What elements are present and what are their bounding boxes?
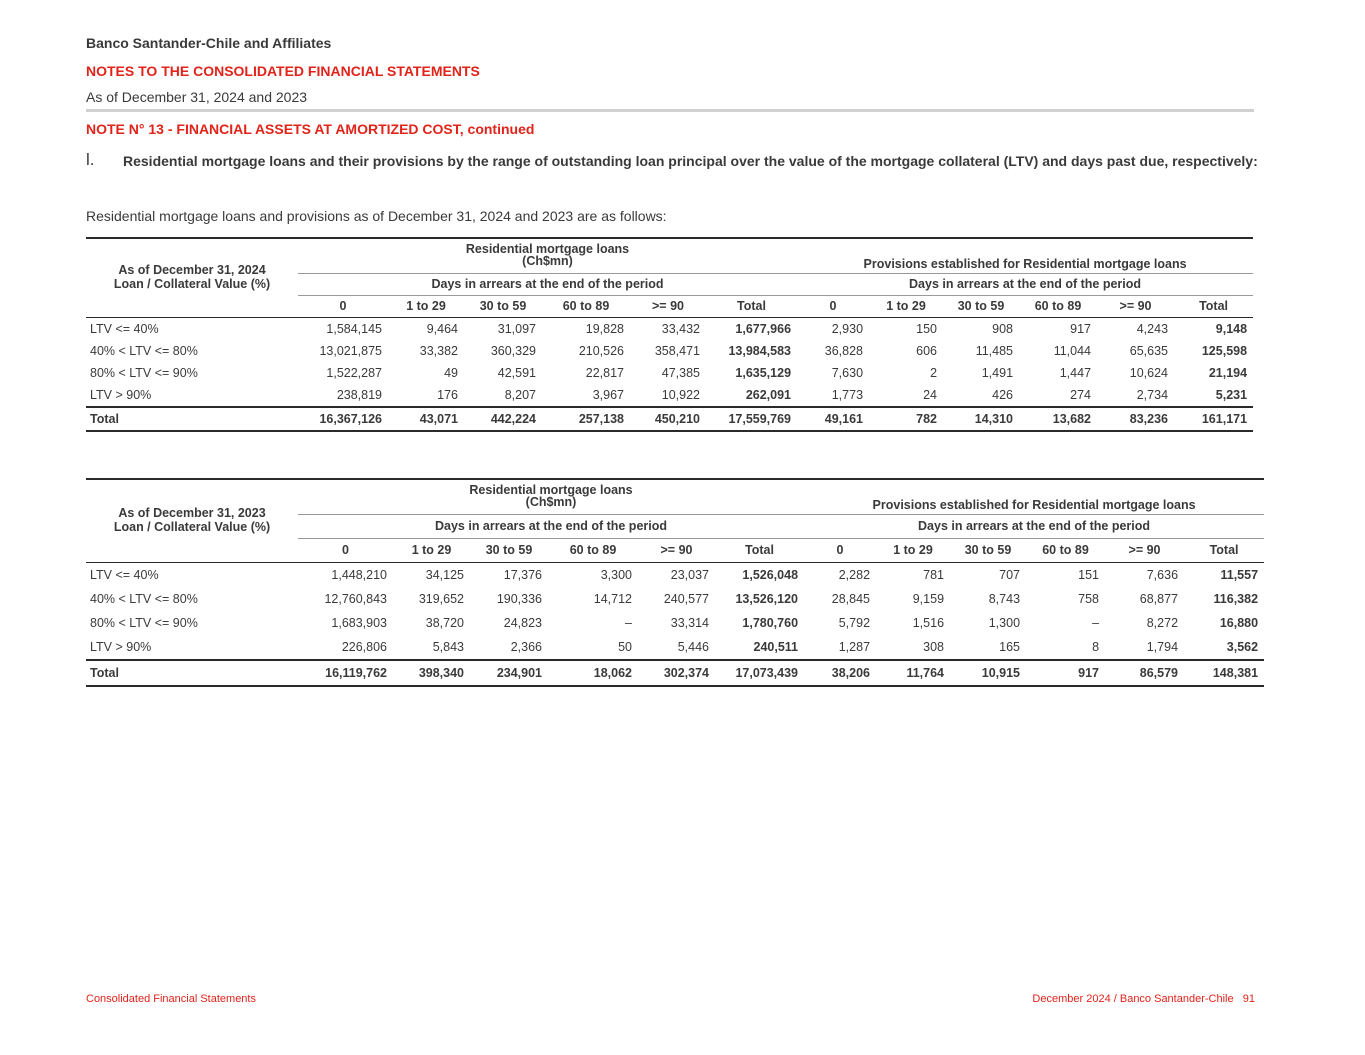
table-cell: 1,584,145 xyxy=(326,321,382,336)
table-cell: 10,922 xyxy=(661,387,700,402)
table-cell: 9,148 xyxy=(1215,321,1248,336)
table-cell: 151 xyxy=(1078,567,1100,582)
row-label: 80% < LTV <= 90% xyxy=(90,365,198,380)
table-cell: 360,329 xyxy=(490,343,536,358)
table-cell: 8 xyxy=(1092,639,1100,654)
table-cell: 49,161 xyxy=(797,407,869,431)
ltv-table-2024 xyxy=(86,237,1253,432)
table-cell: – xyxy=(625,615,632,630)
table-cell: 34,125 xyxy=(425,567,464,582)
table-cell: 257,138 xyxy=(542,407,630,431)
column-header: Total xyxy=(1184,538,1264,562)
column-header: 60 to 89 xyxy=(548,538,638,562)
row-label: Total xyxy=(86,660,298,686)
intro-paragraph: Residential mortgage loans and provisions as of December 31, 2024 and 2023 are as follows: xyxy=(86,208,667,224)
ltv-table-2023 xyxy=(86,478,1264,687)
column-header: >= 90 xyxy=(1105,538,1184,562)
table-cell: 1,300 xyxy=(988,615,1021,630)
table-cell: 11,044 xyxy=(1053,343,1092,358)
table-cell: 83,236 xyxy=(1097,407,1174,431)
table-cell: 5,792 xyxy=(838,615,871,630)
table-cell: 12,760,843 xyxy=(324,591,387,606)
table-cell: 274 xyxy=(1070,387,1092,402)
header-divider xyxy=(86,109,1254,112)
table-cell: 17,376 xyxy=(503,567,542,582)
table-cell: 150 xyxy=(916,321,938,336)
column-header: >= 90 xyxy=(630,295,706,317)
table-cell: 234,901 xyxy=(470,660,548,686)
table-cell: 358,471 xyxy=(654,343,700,358)
table-cell: 42,591 xyxy=(497,365,536,380)
table-cell: 31,097 xyxy=(497,321,536,336)
table-cell: 190,336 xyxy=(496,591,542,606)
table-row xyxy=(86,384,1253,407)
table-cell: 38,720 xyxy=(425,615,464,630)
table-cell: 908 xyxy=(992,321,1014,336)
column-header: 1 to 29 xyxy=(869,295,943,317)
table-cell: 4,243 xyxy=(1136,321,1169,336)
table-cell: 165 xyxy=(999,639,1021,654)
table-cell: 16,119,762 xyxy=(298,660,393,686)
table-cell: 1,677,966 xyxy=(735,321,792,336)
column-header: 30 to 59 xyxy=(470,538,548,562)
column-header: >= 90 xyxy=(1097,295,1174,317)
column-header: 0 xyxy=(797,295,869,317)
table-cell: 9,159 xyxy=(912,591,945,606)
table-cell: 47,385 xyxy=(661,365,700,380)
table-cell: 68,877 xyxy=(1139,591,1179,606)
table-cell: – xyxy=(1092,615,1100,630)
table-cell: 450,210 xyxy=(630,407,706,431)
section-marker: l. xyxy=(86,150,95,169)
table-cell: 781 xyxy=(923,567,945,582)
table-cell: 13,526,120 xyxy=(735,591,799,606)
table-cell: 11,764 xyxy=(876,660,950,686)
column-header: 1 to 29 xyxy=(876,538,950,562)
table-row xyxy=(86,587,1264,611)
table-cell: 49 xyxy=(444,365,458,380)
table-cell: 43,071 xyxy=(388,407,464,431)
table-cell: 23,037 xyxy=(670,567,709,582)
days-arrears-header-provisions: Days in arrears at the end of the period xyxy=(918,519,1151,533)
column-header: Total xyxy=(1174,295,1253,317)
table-cell: 3,967 xyxy=(592,387,624,402)
table-cell: 1,491 xyxy=(981,365,1014,380)
table-row xyxy=(86,635,1264,660)
table-cell: 240,511 xyxy=(753,639,799,654)
section-heading: Residential mortgage loans and their provisions by the range of outstanding loan principal over the value of the mortgage collateral (LTV) and days past due, respectively: xyxy=(123,153,1258,169)
table-cell: 5,231 xyxy=(1215,387,1248,402)
table-cell: 2,366 xyxy=(510,639,542,654)
table-cell: 176 xyxy=(437,387,458,402)
table-cell: 36,828 xyxy=(824,343,864,358)
table-cell: 1,773 xyxy=(831,387,864,402)
table-cell: 10,624 xyxy=(1129,365,1169,380)
table-cell: 17,559,769 xyxy=(706,407,797,431)
days-arrears-header-provisions: Days in arrears at the end of the period xyxy=(909,277,1142,291)
table-cell: 14,712 xyxy=(593,591,632,606)
table-cell: 125,598 xyxy=(1201,343,1248,358)
table-cell: 10,915 xyxy=(950,660,1026,686)
column-header: >= 90 xyxy=(638,538,715,562)
table-row xyxy=(86,340,1253,362)
row-header: As of December 31, 2023 Loan / Collateral Value (%) xyxy=(86,479,298,538)
table-row xyxy=(86,611,1264,635)
row-label: 80% < LTV <= 90% xyxy=(90,615,198,630)
table-cell: 1,780,760 xyxy=(742,615,799,630)
row-label: 40% < LTV <= 80% xyxy=(90,343,198,358)
total-row xyxy=(86,660,1264,686)
table-cell: 65,635 xyxy=(1129,343,1169,358)
table-cell: 240,577 xyxy=(663,591,709,606)
table-cell: 14,310 xyxy=(943,407,1019,431)
table-cell: 758 xyxy=(1078,591,1100,606)
table-cell: 606 xyxy=(916,343,938,358)
table-cell: 1,635,129 xyxy=(735,365,792,380)
column-header: 1 to 29 xyxy=(388,295,464,317)
table-cell: 5,843 xyxy=(432,639,464,654)
row-label: Total xyxy=(86,407,298,431)
table-cell: 308 xyxy=(923,639,945,654)
table-cell: 17,073,439 xyxy=(715,660,804,686)
column-header: Total xyxy=(706,295,797,317)
table-cell: 16,880 xyxy=(1219,615,1259,630)
row-label: LTV > 90% xyxy=(90,387,152,402)
row-label: LTV <= 40% xyxy=(90,567,159,582)
table-cell: 8,272 xyxy=(1146,615,1179,630)
table-cell: 319,652 xyxy=(418,591,464,606)
column-header: 30 to 59 xyxy=(943,295,1019,317)
table-cell: 426 xyxy=(992,387,1014,402)
column-header: 30 to 59 xyxy=(464,295,542,317)
table-cell: 21,194 xyxy=(1208,365,1248,380)
table-cell: 917 xyxy=(1026,660,1105,686)
table-cell: 24,823 xyxy=(503,615,542,630)
blank-header-cell xyxy=(86,538,298,562)
table-cell: 1,516 xyxy=(912,615,945,630)
table-cell: 161,171 xyxy=(1174,407,1253,431)
company-name: Banco Santander-Chile and Affiliates xyxy=(86,35,332,51)
column-header: Total xyxy=(715,538,804,562)
table-cell: 11,485 xyxy=(975,343,1014,358)
report-date: As of December 31, 2024 and 2023 xyxy=(86,89,308,105)
table-cell: 442,224 xyxy=(464,407,542,431)
table-cell: 16,367,126 xyxy=(298,407,388,431)
column-header: 0 xyxy=(298,295,388,317)
column-header: 60 to 89 xyxy=(1026,538,1105,562)
column-header: 30 to 59 xyxy=(950,538,1026,562)
row-label: 40% < LTV <= 80% xyxy=(90,591,198,606)
table-cell: 1,526,048 xyxy=(742,567,799,582)
table-cell: 398,340 xyxy=(393,660,470,686)
table-cell: 148,381 xyxy=(1184,660,1264,686)
row-label: LTV <= 40% xyxy=(90,321,159,336)
table-row xyxy=(86,562,1264,587)
table-cell: 1,794 xyxy=(1146,639,1179,654)
provisions-group-header: Provisions established for Residential mortgage loans xyxy=(797,238,1253,273)
notes-title: NOTES TO THE CONSOLIDATED FINANCIAL STATEMENTS xyxy=(86,63,480,79)
table-cell: 1,522,287 xyxy=(326,365,382,380)
table-cell: 707 xyxy=(999,567,1021,582)
provisions-group-header: Provisions established for Residential mortgage loans xyxy=(804,479,1264,514)
days-arrears-header-loans: Days in arrears at the end of the period xyxy=(435,519,668,533)
note-title: NOTE N° 13 - FINANCIAL ASSETS AT AMORTIZED COST, continued xyxy=(86,121,535,137)
table-cell: 50 xyxy=(618,639,632,654)
loans-group-header: Residential mortgage loans (Ch$mn) xyxy=(298,238,797,273)
table-cell: 33,432 xyxy=(661,321,700,336)
table-cell: 1,447 xyxy=(1059,365,1092,380)
table-row xyxy=(86,362,1253,384)
table-cell: 3,300 xyxy=(600,567,632,582)
table-cell: 86,579 xyxy=(1105,660,1184,686)
column-header: 1 to 29 xyxy=(393,538,470,562)
table-cell: 33,382 xyxy=(419,343,458,358)
table-cell: 782 xyxy=(869,407,943,431)
column-header: 60 to 89 xyxy=(542,295,630,317)
table-cell: 1,683,903 xyxy=(331,615,387,630)
table-cell: 262,091 xyxy=(745,387,792,402)
footer-document-title: Consolidated Financial Statements xyxy=(86,993,256,1005)
footer-page-info: December 2024 / Banco Santander-Chile 91 xyxy=(1032,993,1255,1005)
column-header: 60 to 89 xyxy=(1019,295,1097,317)
table-cell: 13,984,583 xyxy=(728,343,792,358)
table-cell: 238,819 xyxy=(336,387,382,402)
table-cell: 13,021,875 xyxy=(319,343,382,358)
loans-group-header: Residential mortgage loans (Ch$mn) xyxy=(298,479,804,514)
table-cell: 19,828 xyxy=(585,321,624,336)
table-cell: 8,207 xyxy=(504,387,536,402)
table-cell: 22,817 xyxy=(585,365,624,380)
table-cell: 24 xyxy=(923,387,938,402)
table-cell: 1,287 xyxy=(838,639,871,654)
table-cell: 302,374 xyxy=(638,660,715,686)
table-cell: 38,206 xyxy=(804,660,876,686)
table-cell: 210,526 xyxy=(578,343,624,358)
days-arrears-header-loans: Days in arrears at the end of the period xyxy=(431,277,664,291)
table-cell: 13,682 xyxy=(1019,407,1097,431)
table-cell: 7,636 xyxy=(1146,567,1179,582)
table-cell: 11,557 xyxy=(1220,567,1259,582)
table-cell: 7,630 xyxy=(831,365,864,380)
table-cell: 1,448,210 xyxy=(331,567,387,582)
table-cell: 5,446 xyxy=(677,639,709,654)
row-header: As of December 31, 2024 Loan / Collateral Value (%) xyxy=(86,238,298,295)
table-cell: 28,845 xyxy=(831,591,871,606)
table-cell: 2 xyxy=(930,365,938,380)
table-cell: 116,382 xyxy=(1213,591,1259,606)
total-row xyxy=(86,407,1253,431)
table-cell: 226,806 xyxy=(341,639,387,654)
table-cell: 8,743 xyxy=(988,591,1021,606)
row-label: LTV > 90% xyxy=(90,639,152,654)
table-cell: 3,562 xyxy=(1226,639,1259,654)
table-cell: 33,314 xyxy=(670,615,709,630)
table-cell: 917 xyxy=(1070,321,1092,336)
table-row xyxy=(86,317,1253,340)
column-header: 0 xyxy=(298,538,393,562)
table-cell: 9,464 xyxy=(426,321,458,336)
table-cell: 2,282 xyxy=(838,567,871,582)
blank-header-cell xyxy=(86,295,298,317)
column-header: 0 xyxy=(804,538,876,562)
table-cell: 2,930 xyxy=(831,321,864,336)
table-cell: 2,734 xyxy=(1136,387,1169,402)
table-cell: 18,062 xyxy=(548,660,638,686)
